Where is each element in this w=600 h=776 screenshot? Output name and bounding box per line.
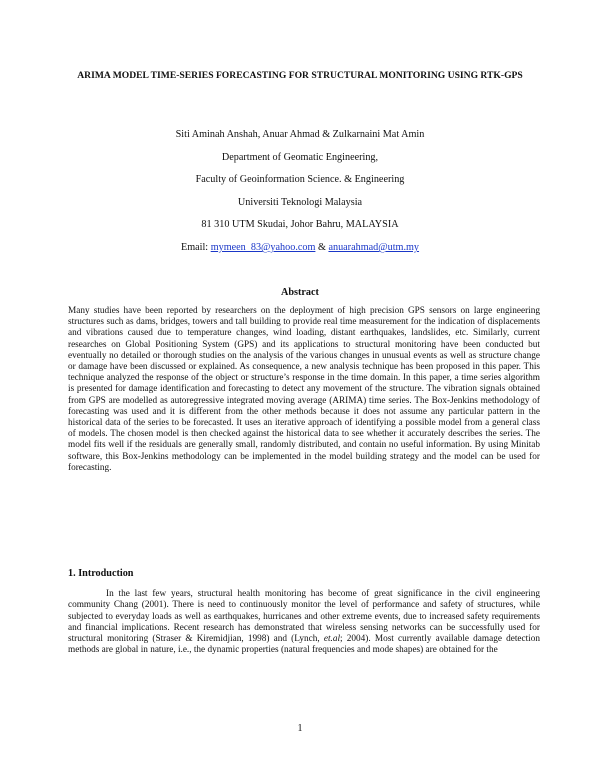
paper-title: ARIMA MODEL TIME-SERIES FORECASTING FOR STRUCTURAL MONITORING USING RTK-GPS: [77, 70, 523, 81]
introduction-text-part-2: ; 2004). Most currently available damage detection methods are global in nature, i.e., the dynamic properties (natural frequencies and mode shapes) are obtained for the: [68, 634, 540, 656]
introduction-heading: 1. Introduction: [68, 568, 134, 579]
author-department: Department of Geomatic Engineering,: [221, 152, 379, 163]
introduction-citation-etal: et.al: [323, 634, 341, 645]
email-label: Email:: [180, 242, 209, 253]
introduction-text: [68, 589, 540, 657]
author-university: Universiti Teknologi Malaysia: [237, 197, 363, 208]
author-list: Siti Aminah Anshah, Anuar Ahmad & Zulkarnaini Mat Amin: [175, 129, 425, 140]
author-emails: [60, 241, 540, 254]
email-link-2[interactable]: anuarahmad@utm.my: [328, 242, 420, 253]
email-link-1[interactable]: mymeen_83@yahoo.com: [210, 242, 316, 253]
introduction-text-part-1: In the last few years, structural health monitoring has become of great significance in the civil engineering community Chang (2001). There is need to continuously monitor the level of performance and safety of structures, while subjected to everyday loads as well as earthquakes, hurricanes and other extreme events, due to increased safety requirements and financial implications. Recent research has demonstrated that wireless sensing networks can be successfully used for structural monitoring (Straser & Kiremidjian, 1998) and (Lynch,: [68, 589, 540, 645]
author-faculty: Faculty of Geoinformation Science. & Engineering: [195, 174, 405, 185]
abstract-heading: Abstract: [281, 287, 319, 298]
author-address: 81 310 UTM Skudai, Johor Bahru, MALAYSIA: [201, 219, 399, 230]
email-separator: &: [317, 242, 326, 253]
page-number: 1: [297, 723, 303, 734]
abstract-text: Many studies have been reported by researchers on the deployment of high precision GPS sensors on large engineering structures such as dams, bridges, towers and tall building to provide real time measurement for the indication of displacements and vibrations caused due to temperature changes, wind loading, distant earthquakes, landslides, etc. Similarly, current researches on Global Positioning System (GPS) and its applications to structural monitoring have been conducted but eventually no detailed or thorough studies on the analysis of the various changes in unusual events as well as structure change or damage have been discussed or explained. As consequence, a new analysis technique has been proposed in this paper. This technique analyzed the response of the object or structure’s response in the time domain. In this paper, a time series algorithm is presented for damage identification and forecasting to detect any movement of the structure. The vibration signals obtained from GPS are modelled as autoregressive integrated moving average (ARIMA) time series. The Box-Jenkins methodology of forecasting was used and it is different from the other methods because it does not assume any particular pattern in the historical data of the series to be forecasted. It uses an iterative approach of identifying a possible model from a general class of models. The chosen model is then checked against the historical data to see whether it accurately describes the series. The model fits well if the residuals are generally small, randomly distributed, and contain no useful information. By using Minitab software, this Box-Jenkins methodology can be implemented in the model building strategy and the model can be used for forecasting.: [68, 306, 540, 473]
